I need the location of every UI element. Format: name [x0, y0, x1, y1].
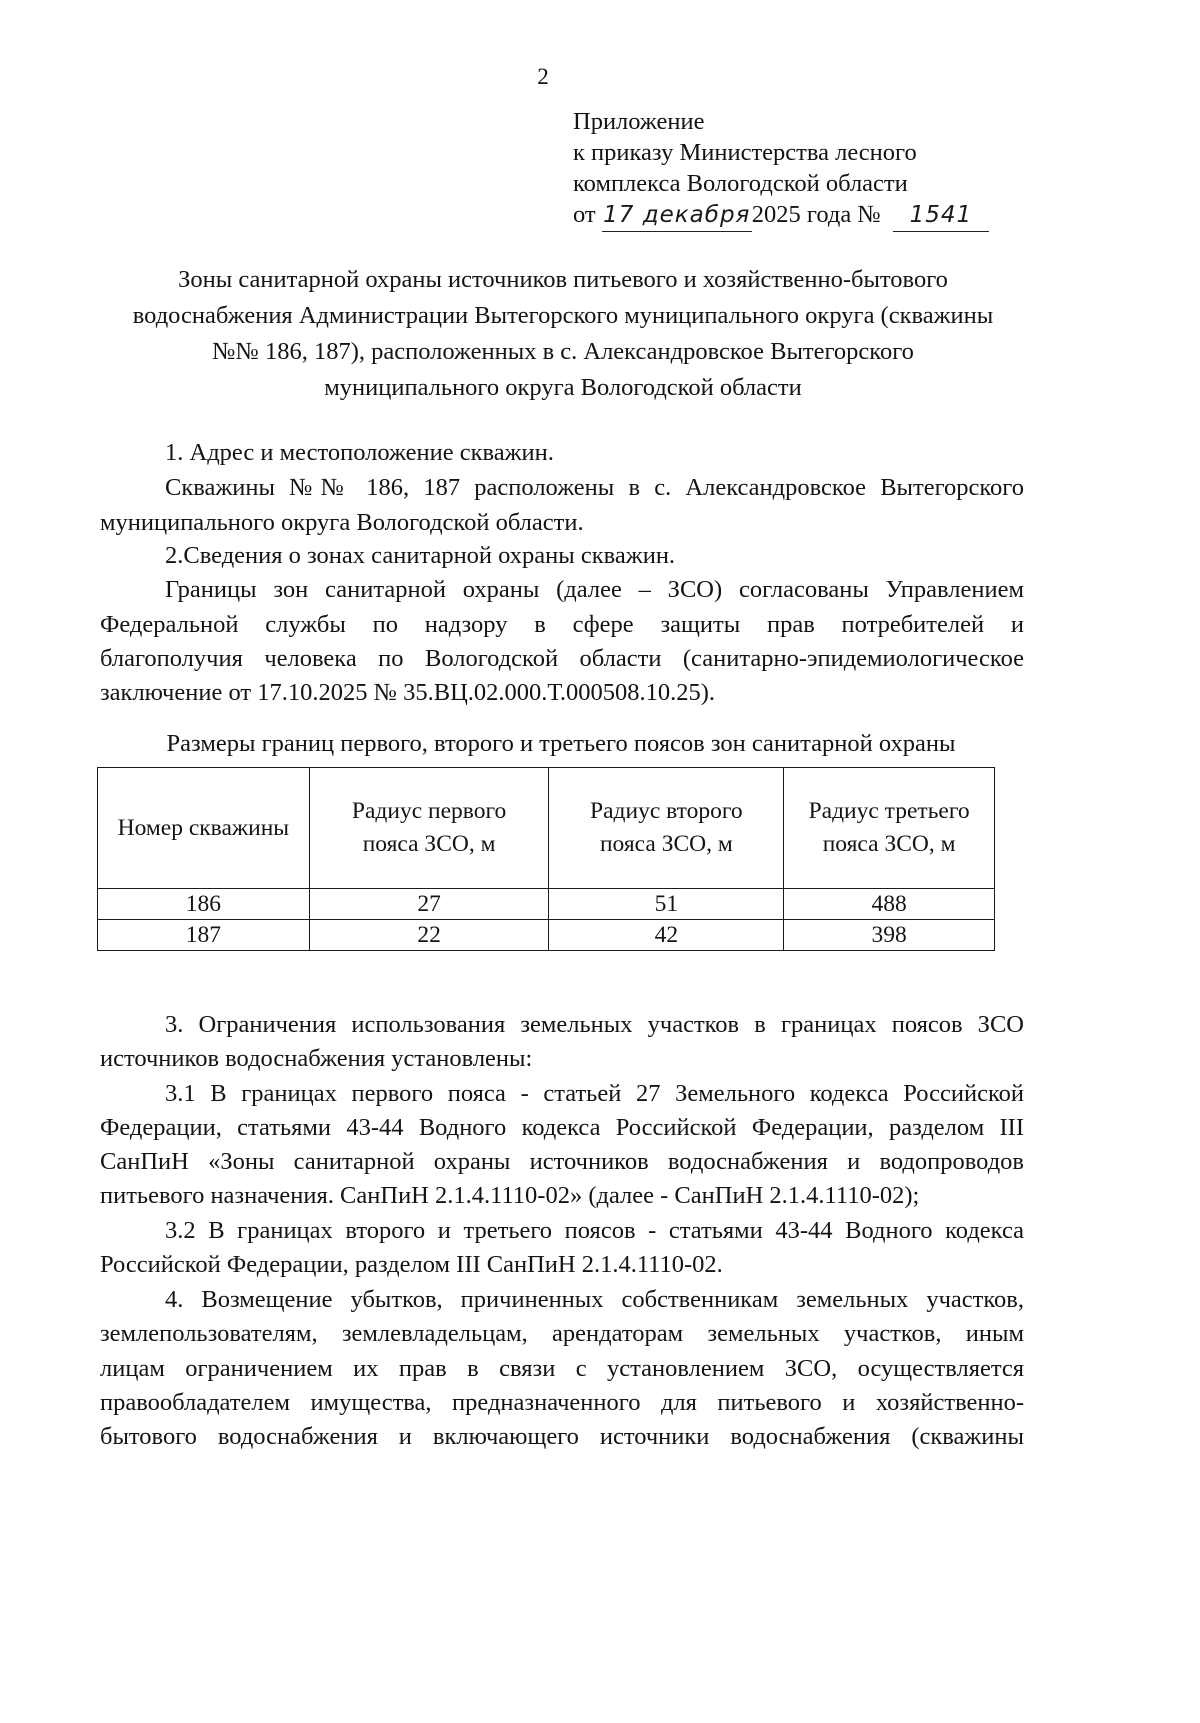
year-text: 2025 года: [751, 201, 852, 228]
section-4-line: 4. Возмещение убытков, причиненных собственникам земельных участков,: [165, 1286, 1024, 1313]
title-line: водоснабжения Администрации Вытегорского муниципального округа (скважины: [132, 302, 994, 329]
section-1: [100, 436, 1024, 540]
table-header-second-belt: Радиус второго пояса ЗСО, м: [549, 768, 784, 889]
section-3-line: 3. Ограничения использования земельных участков в границах поясов ЗСО: [165, 1011, 1024, 1038]
handwritten-order-number: 1541: [893, 200, 989, 232]
table-cell: 51: [549, 889, 784, 920]
table-header-row: [98, 768, 995, 889]
handwritten-date: 17 декабря: [602, 200, 752, 232]
table-header-well-number: Номер скважины: [98, 768, 310, 889]
section-4-line: бытового водоснабжения и включающего источники водоснабжения (скважины: [100, 1423, 1024, 1451]
section-4-line: лицам ограничением их прав в связи с установлением ЗСО, осуществляется: [100, 1354, 1024, 1382]
page-number: 2: [537, 64, 549, 89]
table-cell: 488: [784, 889, 995, 920]
section-4-line: землепользователям, землевладельцам, арендаторам земельных участков, иным: [100, 1320, 1024, 1348]
table-cell: 187: [98, 920, 310, 951]
table-cell: 22: [309, 920, 549, 951]
section-4: [100, 1283, 1024, 1454]
table-cell: 27: [309, 889, 549, 920]
number-label: №: [857, 201, 881, 228]
section-2-heading: 2.Сведения о зонах санитарной охраны скважин.: [165, 542, 676, 569]
section-2-line: благополучия человека по Вологодской области (санитарно-эпидемиологическое: [100, 644, 1024, 672]
table-cell: 186: [98, 889, 310, 920]
title-line: Зоны санитарной охраны источников питьевого и хозяйственно-бытового: [178, 266, 948, 293]
table-header-third-belt: Радиус третьего пояса ЗСО, м: [784, 768, 995, 889]
document-title: [88, 262, 1038, 406]
section-3-1-line: СанПиН «Зоны санитарной охраны источников водоснабжения и водопроводов: [100, 1148, 1024, 1176]
title-line: №№ 186, 187), расположенных в с. Александровское Вытегорского: [212, 338, 914, 365]
section-3: [100, 1008, 1024, 1282]
appendix-order-ref: к приказу Министерства лесного: [573, 139, 917, 166]
section-3-line: источников водоснабжения установлены:: [100, 1045, 533, 1073]
appendix-ministry: комплекса Вологодской области: [573, 170, 908, 197]
section-3-1-line: Федерации, статьями 43-44 Водного кодекса Российской Федерации, разделом III: [100, 1113, 1024, 1141]
section-2-line: Федеральной службы по надзору в сфере защиты прав потребителей и: [100, 610, 1024, 638]
table-cell: 398: [784, 920, 995, 951]
section-1-heading: 1. Адрес и местоположение скважин.: [165, 439, 554, 466]
zso-radius-table: [97, 767, 995, 951]
table-header-first-belt: Радиус первого пояса ЗСО, м: [309, 768, 549, 889]
table-row: [98, 920, 995, 951]
section-3-2-line: Российской Федерации, разделом III СанПиН 2.1.4.1110-02.: [100, 1251, 723, 1279]
table-cell: 42: [549, 920, 784, 951]
from-label: от: [573, 201, 596, 228]
section-1-text-line: Скважины №№ 186, 187 расположены в с. Александровское Вытегорского: [165, 474, 1024, 502]
appendix-header: [573, 106, 989, 232]
title-line: муниципального округа Вологодской области: [324, 374, 802, 401]
order-date-number-line: [573, 199, 989, 232]
section-3-1-line: питьевого назначения. СанПиН 2.1.4.1110-02» (далее - СанПиН 2.1.4.1110-02);: [100, 1182, 920, 1210]
section-3-2-line: 3.2 В границах второго и третьего поясов - статьями 43-44 Водного кодекса: [165, 1216, 1024, 1244]
table-row: [98, 889, 995, 920]
appendix-title: Приложение: [573, 108, 705, 135]
section-1-text-line: муниципального округа Вологодской области.: [100, 508, 584, 536]
section-3-1-line: 3.1 В границах первого пояса - статьей 27 Земельного кодекса Российской: [165, 1079, 1024, 1107]
section-2-line: заключение от 17.10.2025 № 35.ВЦ.02.000.Т.000508.10.25).: [100, 679, 716, 707]
section-4-line: правообладателем имущества, предназначенного для питьевого и хозяйственно-: [100, 1388, 1024, 1416]
section-2-line: Границы зон санитарной охраны (далее – ЗСО) согласованы Управлением: [165, 576, 1024, 604]
section-2: [100, 539, 1024, 710]
table-caption: Размеры границ первого, второго и третьего поясов зон санитарной охраны: [166, 730, 956, 757]
